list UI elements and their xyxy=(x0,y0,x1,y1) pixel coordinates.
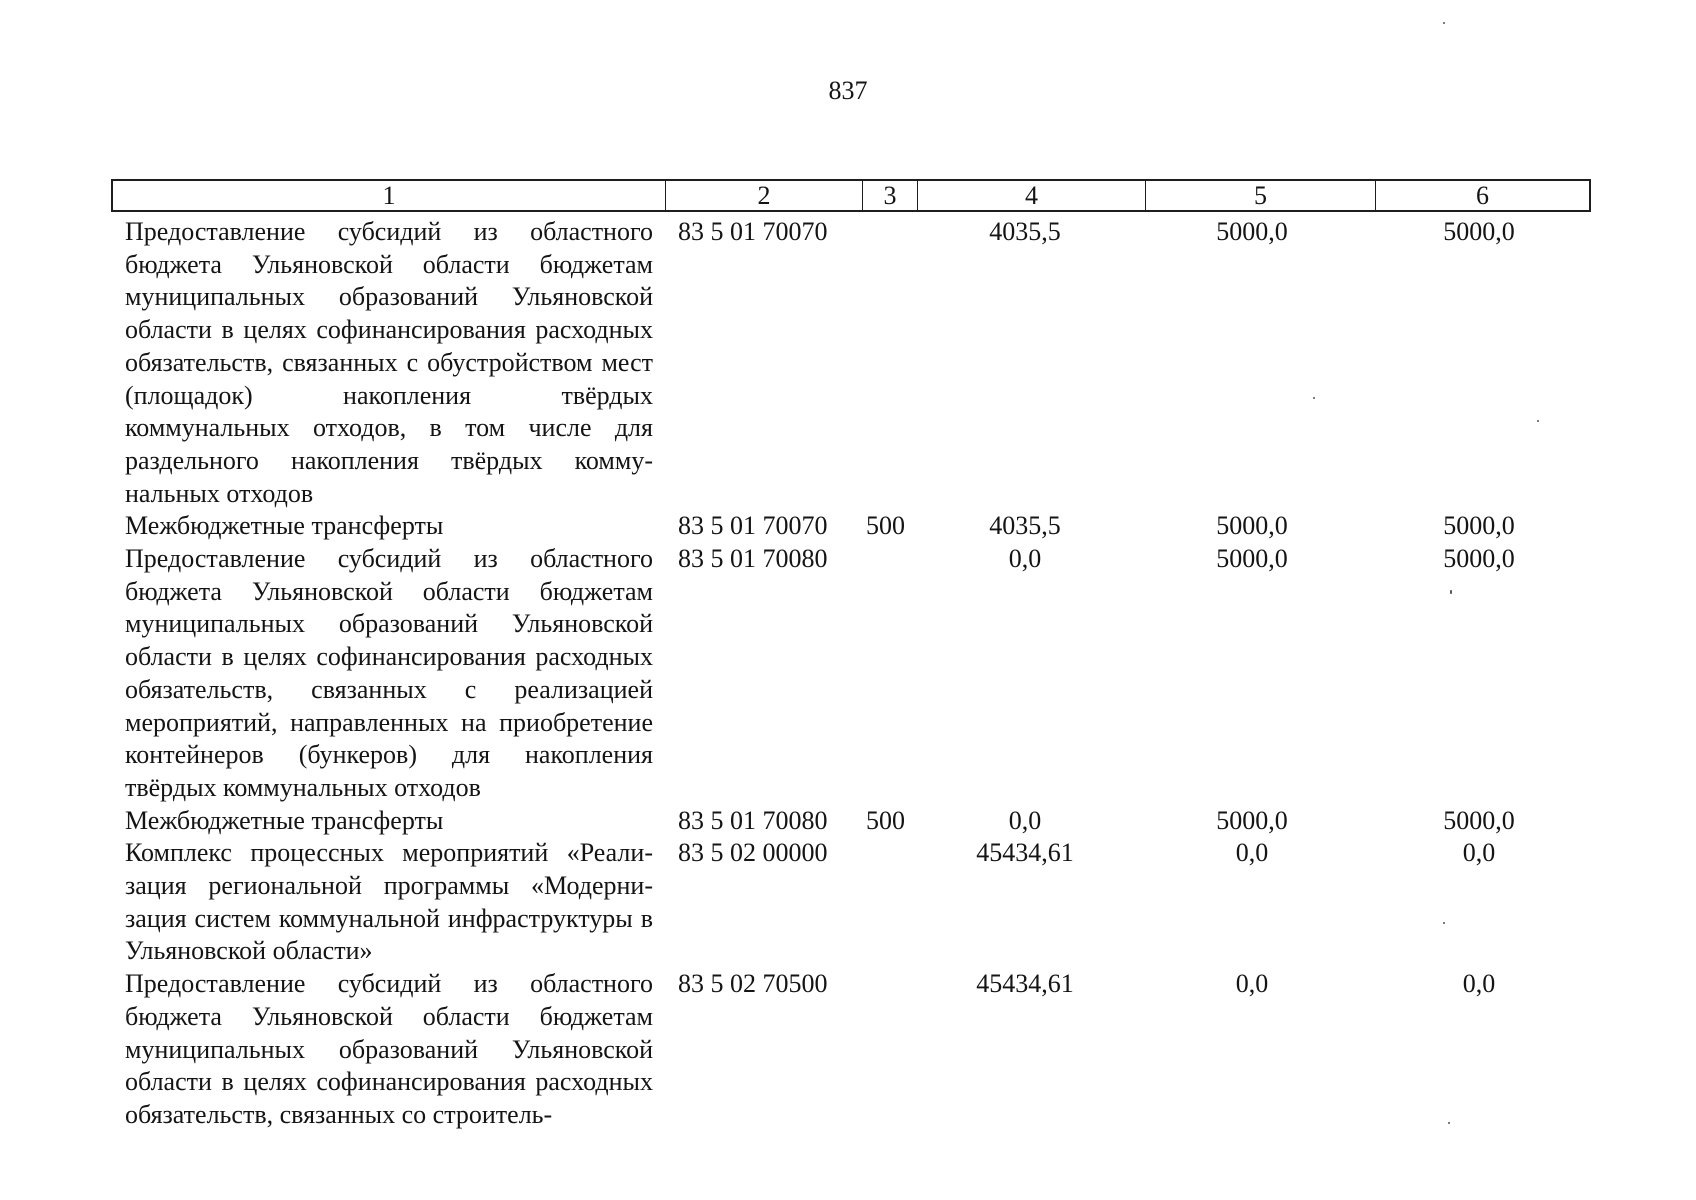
row-value-col6: 5000,0 xyxy=(1443,511,1515,541)
row-value-col5: 0,0 xyxy=(1235,969,1269,999)
table-row xyxy=(0,543,1696,805)
scan-speck xyxy=(1443,922,1445,924)
row-value-col6: 0,0 xyxy=(1462,969,1496,999)
page-number: 837 xyxy=(828,76,868,105)
row-code: 83 5 01 70070 xyxy=(678,511,828,541)
row-code: 83 5 02 70500 xyxy=(678,969,828,999)
header-col-4: 4 xyxy=(918,181,1146,210)
row-value-col4: 45434,61 xyxy=(976,838,1074,868)
header-col-1: 1 xyxy=(113,181,666,210)
table-row xyxy=(0,837,1696,968)
row-description: Предоставление субсидий из областного бюджета Ульяновской области бюджетам муниципальных образований Ульяновской области в целях софинансирования расходных обязательств, связанных с обустройством мест (площадок) накопления твёрдых коммунальных отходов, в том числе для раздельного накопления твёрдых коммунальных отходов xyxy=(125,217,653,508)
table-body xyxy=(0,216,1696,1132)
header-col-3: 3 xyxy=(863,181,918,210)
row-description: Межбюджетные трансферты xyxy=(125,511,444,541)
row-value-col4: 0,0 xyxy=(1008,544,1042,574)
row-value-col4: 0,0 xyxy=(1008,805,1042,835)
row-code: 83 5 02 00000 xyxy=(678,838,828,868)
row-code: 83 5 01 70080 xyxy=(678,805,828,835)
row-description: Межбюджетные трансферты xyxy=(125,805,444,835)
table-header xyxy=(111,179,1591,212)
row-value-col4: 4035,5 xyxy=(989,217,1061,246)
table-row xyxy=(0,968,1696,1132)
row-value-col5: 5000,0 xyxy=(1216,544,1288,574)
row-value-col5: 5000,0 xyxy=(1216,511,1288,541)
row-value-col6: 5000,0 xyxy=(1443,217,1515,246)
row-value-col4: 4035,5 xyxy=(989,511,1061,541)
row-value-col5: 5000,0 xyxy=(1216,805,1288,835)
scan-speck xyxy=(1537,420,1539,422)
scan-speck xyxy=(1450,590,1452,594)
row-expense-type: 500 xyxy=(866,805,905,835)
row-description: Предоставление субсидий из областного бюджета Ульяновской области бюджетам муниципальных образований Ульяновской области в целях софинансирования расходных обязательств, связанных с реализацией мероприятий, направленных на приобретение контейнеров (бункеров) для накопления твёрдых коммунальных отходов xyxy=(125,544,653,802)
scan-speck xyxy=(1448,1122,1450,1124)
row-value-col5: 5000,0 xyxy=(1216,217,1288,246)
header-col-5: 5 xyxy=(1146,181,1376,210)
scan-speck xyxy=(1443,22,1445,24)
row-value-col6: 5000,0 xyxy=(1443,805,1515,835)
scan-speck xyxy=(1313,397,1315,399)
table-row xyxy=(0,805,1696,838)
row-value-col5: 0,0 xyxy=(1235,838,1269,868)
row-code: 83 5 01 70070 xyxy=(678,217,828,246)
table-row xyxy=(0,216,1696,510)
row-value-col6: 0,0 xyxy=(1462,838,1496,868)
row-description: Предоставление субсидий из областного бюджета Ульяновской области бюджетам муниципальных образований Ульяновской области в целях софинансирования расходных обязательств, связанных со строитель- xyxy=(125,969,653,1129)
row-value-col4: 45434,61 xyxy=(976,969,1074,999)
row-expense-type: 500 xyxy=(866,511,905,541)
row-description: Комплекс процессных мероприятий «Реализация региональной программы «Модернизация систем коммунальной инфраструктуры в Ульяновской области» xyxy=(125,838,653,966)
row-code: 83 5 01 70080 xyxy=(678,544,828,574)
table-row xyxy=(0,510,1696,543)
header-col-6: 6 xyxy=(1476,181,1489,210)
header-col-2: 2 xyxy=(666,181,863,210)
row-value-col6: 5000,0 xyxy=(1443,544,1515,574)
